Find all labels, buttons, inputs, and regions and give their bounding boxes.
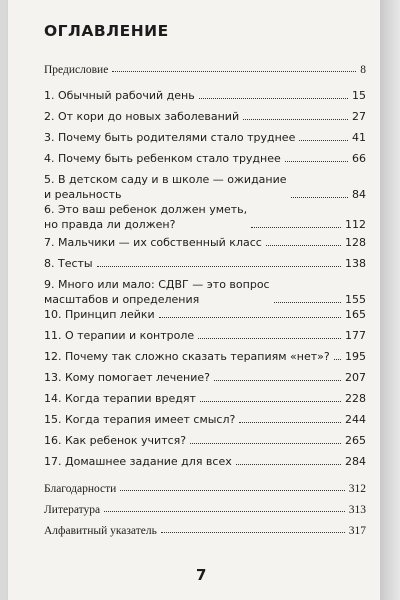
toc-entry [44,391,366,406]
dot-leader [200,401,341,402]
dot-leader [236,464,341,465]
toc-entry-label: 16. Как ребенок учится? [44,434,187,447]
toc-entry [44,64,366,76]
book-spine-shadow [380,0,400,600]
toc-entry-page: 128 [345,236,366,249]
toc-entry-label: Предисловие [44,64,109,76]
page-title: ОГЛАВЛЕНИЕ [44,22,169,40]
toc-entry [44,454,366,469]
toc-entry-label: Алфавитный указатель [44,525,157,537]
toc-entry [44,151,366,166]
toc-entry [44,525,366,537]
toc-entry-label: 3. Почему быть родителями стало труднее [44,131,296,144]
toc-entry-label: 13. Кому помогает лечение? [44,371,210,384]
dot-leader [214,380,341,381]
toc-entry [44,277,366,307]
toc-entry-page: 244 [345,413,366,426]
toc-entry-page: 66 [352,152,366,165]
toc-entry-label: 11. О терапии и контроле [44,329,195,342]
dot-leader [299,140,348,141]
toc-entry-page: 41 [352,131,366,144]
book-page [8,0,380,600]
toc-entry-page: 165 [345,308,366,321]
toc-entry-label: 9. Много или мало: СДВГ — это вопрос масштабов и определения [44,278,270,306]
toc-entry-label: Благодарности [44,483,117,495]
toc-entry [44,483,366,495]
toc-entry [44,370,366,385]
dot-leader [198,338,341,339]
dot-leader [112,71,356,72]
toc-entry-label: 7. Мальчики — их собственный класс [44,236,262,249]
toc-entry-label: 8. Тесты [44,257,93,270]
toc-entry [44,130,366,145]
dot-leader [120,490,344,491]
toc-entry-page: 15 [352,89,366,102]
toc-entry-page: 313 [348,504,366,516]
dot-leader [159,317,341,318]
toc-entry-page: 27 [352,110,366,123]
toc-entry-page: 112 [345,218,366,231]
toc-entry [44,202,366,232]
toc-entry-page: 138 [345,257,366,270]
dot-leader [334,359,341,360]
toc-entry-page: 177 [345,329,366,342]
page-number: 7 [196,566,207,584]
toc-entry [44,172,366,202]
toc-entry-label: 15. Когда терапия имеет смысл? [44,413,236,426]
toc-entry-label: 6. Это ваш ребенок должен уметь, но правда ли должен? [44,203,248,231]
dot-leader [291,197,348,198]
toc-entry-page: 195 [345,350,366,363]
dot-leader [161,532,345,533]
toc-entry-label: 2. От кори до новых заболеваний [44,110,240,123]
toc-entry-page: 265 [345,434,366,447]
toc-entry-label: 14. Когда терапии вредят [44,392,196,405]
toc-entry [44,433,366,448]
toc-entry-label: 1. Обычный рабочий день [44,89,195,102]
toc-entry-label: 12. Почему так сложно сказать терапиям «нет»? [44,350,330,363]
toc-entry [44,412,366,427]
toc-entry-label: Литература [44,504,101,516]
toc-entry-page: 8 [360,64,366,76]
toc-entry [44,504,366,516]
toc-entry-page: 317 [348,525,366,537]
toc-entry-label: 5. В детском саду и в школе — ожидание и реальность [44,173,287,201]
toc-entry-page: 84 [352,188,366,201]
dot-leader [251,227,341,228]
toc-entry-page: 155 [345,293,366,306]
toc-entry-label: 17. Домашнее задание для всех [44,455,232,468]
toc-entry [44,307,366,322]
dot-leader [199,98,348,99]
toc-entry-page: 228 [345,392,366,405]
toc-entry-label: 10. Принцип лейки [44,308,155,321]
dot-leader [285,161,348,162]
toc-entry-page: 312 [348,483,366,495]
dot-leader [266,245,341,246]
toc-entry [44,328,366,343]
dot-leader [104,511,345,512]
toc-entry [44,88,366,103]
toc-entry-page: 284 [345,455,366,468]
toc-entry-label: 4. Почему быть ребенком стало труднее [44,152,281,165]
toc-entry [44,235,366,250]
dot-leader [239,422,341,423]
toc-entry-page: 207 [345,371,366,384]
dot-leader [243,119,348,120]
dot-leader [274,302,341,303]
toc-entry [44,256,366,271]
toc-entry [44,349,366,364]
dot-leader [190,443,341,444]
dot-leader [97,266,341,267]
toc-entry [44,109,366,124]
